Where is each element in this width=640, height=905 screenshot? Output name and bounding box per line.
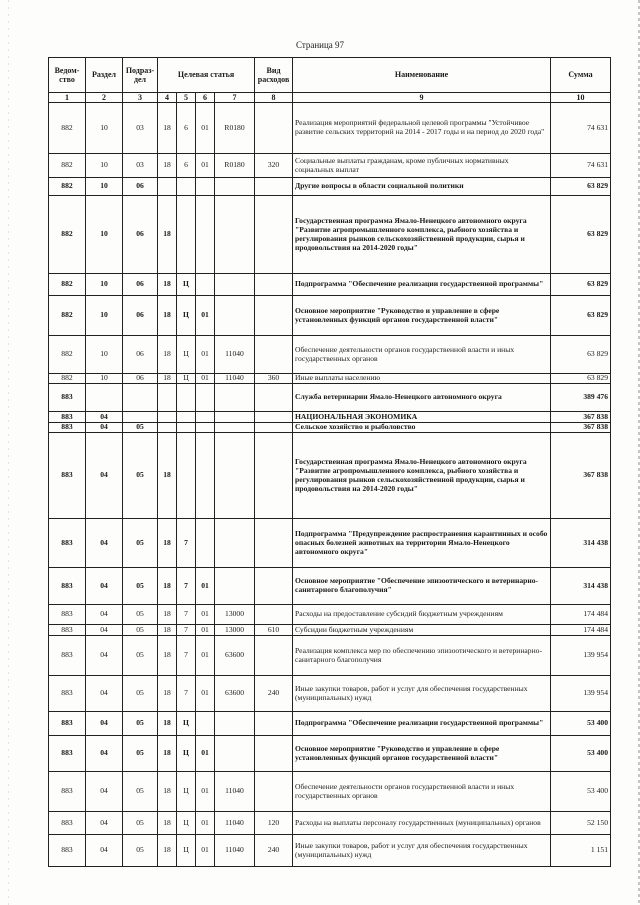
row-vedomstvo: 883	[49, 812, 86, 835]
row-vid-raskhodov	[255, 423, 293, 433]
row-tselevaya-4: 18	[158, 772, 177, 812]
row-tselevaya-7	[215, 519, 255, 568]
row-razdel: 04	[86, 412, 123, 423]
row-tselevaya-4: 18	[158, 736, 177, 772]
row-summa: 74 631	[551, 103, 611, 154]
row-podrazdel: 05	[123, 812, 158, 835]
row-razdel: 04	[86, 772, 123, 812]
row-tselevaya-4	[158, 423, 177, 433]
row-tselevaya-5: Ц	[177, 336, 196, 374]
row-vid-raskhodov	[255, 103, 293, 154]
row-summa: 63 829	[551, 296, 611, 336]
row-summa: 53 400	[551, 712, 611, 736]
row-tselevaya-6: 01	[196, 154, 215, 178]
row-vid-raskhodov: 360	[255, 374, 293, 384]
row-summa: 367 838	[551, 412, 611, 423]
column-number-row	[49, 93, 611, 103]
table-row	[49, 384, 611, 412]
row-tselevaya-6: 01	[196, 336, 215, 374]
row-podrazdel: 05	[123, 568, 158, 605]
row-tselevaya-5	[177, 196, 196, 274]
row-tselevaya-6	[196, 423, 215, 433]
header-naimenovanie: Наименование	[293, 58, 551, 93]
row-tselevaya-5: Ц	[177, 274, 196, 296]
row-razdel: 04	[86, 625, 123, 636]
row-tselevaya-5	[177, 412, 196, 423]
row-tselevaya-4: 18	[158, 712, 177, 736]
row-vid-raskhodov	[255, 412, 293, 423]
row-vid-raskhodov	[255, 178, 293, 196]
row-razdel: 10	[86, 296, 123, 336]
row-vid-raskhodov	[255, 712, 293, 736]
row-tselevaya-7	[215, 274, 255, 296]
row-vid-raskhodov	[255, 519, 293, 568]
row-tselevaya-7: 11040	[215, 374, 255, 384]
scan-edge-left	[8, 0, 9, 905]
row-podrazdel: 05	[123, 772, 158, 812]
row-podrazdel: 06	[123, 274, 158, 296]
row-vedomstvo: 883	[49, 736, 86, 772]
row-vedomstvo: 882	[49, 178, 86, 196]
row-tselevaya-4: 18	[158, 433, 177, 519]
row-podrazdel	[123, 412, 158, 423]
column-number: 4	[158, 93, 177, 103]
row-tselevaya-5: 6	[177, 154, 196, 178]
column-number: 8	[255, 93, 293, 103]
table-row	[49, 568, 611, 605]
row-razdel: 04	[86, 812, 123, 835]
row-naimenovanie: Социальные выплаты гражданам, кроме публичных нормативных социальных выплат	[293, 154, 551, 178]
row-tselevaya-4: 18	[158, 196, 177, 274]
row-vid-raskhodov	[255, 568, 293, 605]
header-vid-raskhodov: Вид расходов	[255, 58, 293, 93]
row-vid-raskhodov	[255, 605, 293, 625]
row-tselevaya-7	[215, 178, 255, 196]
row-tselevaya-4: 18	[158, 103, 177, 154]
row-podrazdel: 05	[123, 433, 158, 519]
row-tselevaya-4: 18	[158, 605, 177, 625]
row-podrazdel: 06	[123, 336, 158, 374]
row-vedomstvo: 883	[49, 772, 86, 812]
row-vedomstvo: 883	[49, 605, 86, 625]
row-vedomstvo: 883	[49, 384, 86, 412]
row-vid-raskhodov	[255, 274, 293, 296]
row-tselevaya-7: 11040	[215, 336, 255, 374]
row-summa: 63 829	[551, 274, 611, 296]
row-tselevaya-7	[215, 412, 255, 423]
row-tselevaya-7: 13000	[215, 605, 255, 625]
row-tselevaya-6	[196, 196, 215, 274]
row-vedomstvo: 883	[49, 636, 86, 676]
table-body	[49, 103, 611, 867]
table-row	[49, 676, 611, 712]
header-tselevaya-statya: Целевая статья	[158, 58, 255, 93]
row-vedomstvo: 883	[49, 625, 86, 636]
row-vedomstvo: 883	[49, 423, 86, 433]
row-podrazdel: 05	[123, 636, 158, 676]
row-tselevaya-7	[215, 196, 255, 274]
row-podrazdel: 05	[123, 676, 158, 712]
row-razdel: 10	[86, 154, 123, 178]
row-naimenovanie: Расходы на выплаты персоналу государственных (муниципальных) органов	[293, 812, 551, 835]
row-vid-raskhodov	[255, 736, 293, 772]
row-tselevaya-6: 01	[196, 568, 215, 605]
row-podrazdel: 05	[123, 712, 158, 736]
row-tselevaya-6	[196, 412, 215, 423]
row-summa: 139 954	[551, 636, 611, 676]
row-naimenovanie: Подпрограмма "Предупреждение распространения карантинных и особо опасных болезней животных на территории Ямало-Ненецкого автономного округа"	[293, 519, 551, 568]
row-tselevaya-5: 6	[177, 103, 196, 154]
row-summa: 139 954	[551, 676, 611, 712]
row-tselevaya-5: 7	[177, 636, 196, 676]
row-tselevaya-4: 18	[158, 374, 177, 384]
row-naimenovanie: Субсидии бюджетным учреждениям	[293, 625, 551, 636]
row-summa: 63 829	[551, 336, 611, 374]
row-tselevaya-6	[196, 433, 215, 519]
column-number: 10	[551, 93, 611, 103]
row-tselevaya-4: 18	[158, 336, 177, 374]
row-tselevaya-6: 01	[196, 374, 215, 384]
row-tselevaya-4	[158, 384, 177, 412]
row-naimenovanie: Реализация мероприятий федеральной целевой программы "Устойчивое развитие сельских территорий на 2014 - 2017 годы и на период до 2020 года"	[293, 103, 551, 154]
table-row	[49, 423, 611, 433]
table-row	[49, 636, 611, 676]
column-number: 9	[293, 93, 551, 103]
row-vid-raskhodov: 240	[255, 835, 293, 867]
row-razdel: 04	[86, 636, 123, 676]
column-number: 7	[215, 93, 255, 103]
row-summa: 174 484	[551, 605, 611, 625]
row-tselevaya-7: R0180	[215, 103, 255, 154]
row-tselevaya-4: 18	[158, 835, 177, 867]
table-row	[49, 835, 611, 867]
row-naimenovanie: Государственная программа Ямало-Ненецкого автономного округа "Развитие агропромышленного комплекса, рыбного хозяйства и регулирования рынков сельскохозяйственной продукции, сырья и продовольствия на 2014-2020 годы"	[293, 433, 551, 519]
row-podrazdel: 05	[123, 625, 158, 636]
row-tselevaya-6: 01	[196, 812, 215, 835]
row-naimenovanie: Иные закупки товаров, работ и услуг для обеспечения государственных (муниципальных) нужд	[293, 835, 551, 867]
row-tselevaya-7: 63600	[215, 676, 255, 712]
row-tselevaya-5: Ц	[177, 712, 196, 736]
row-podrazdel: 06	[123, 296, 158, 336]
row-tselevaya-7: 11040	[215, 812, 255, 835]
row-razdel: 04	[86, 519, 123, 568]
row-tselevaya-7	[215, 712, 255, 736]
row-podrazdel	[123, 384, 158, 412]
row-summa: 63 829	[551, 196, 611, 274]
row-naimenovanie: Иные выплаты населению	[293, 374, 551, 384]
row-tselevaya-4: 18	[158, 154, 177, 178]
budget-table	[48, 57, 611, 867]
row-tselevaya-6: 01	[196, 736, 215, 772]
row-tselevaya-5: Ц	[177, 374, 196, 384]
row-razdel: 04	[86, 605, 123, 625]
header-podrazdel: Подраз-дел	[123, 58, 158, 93]
row-razdel: 04	[86, 568, 123, 605]
row-tselevaya-6	[196, 712, 215, 736]
row-vedomstvo: 883	[49, 412, 86, 423]
header-summa: Сумма	[551, 58, 611, 93]
row-tselevaya-4	[158, 412, 177, 423]
table-row	[49, 812, 611, 835]
header-vedomstvo: Ведом-ство	[49, 58, 86, 93]
row-vedomstvo: 882	[49, 374, 86, 384]
row-tselevaya-4: 18	[158, 519, 177, 568]
row-vid-raskhodov: 240	[255, 676, 293, 712]
row-summa: 52 150	[551, 812, 611, 835]
row-razdel: 04	[86, 676, 123, 712]
row-razdel: 10	[86, 103, 123, 154]
table-row	[49, 103, 611, 154]
row-tselevaya-7: 63600	[215, 636, 255, 676]
row-vedomstvo: 882	[49, 296, 86, 336]
table-row	[49, 605, 611, 625]
row-tselevaya-6	[196, 519, 215, 568]
row-tselevaya-4	[158, 178, 177, 196]
row-summa: 314 438	[551, 568, 611, 605]
row-razdel: 04	[86, 433, 123, 519]
row-razdel: 10	[86, 196, 123, 274]
table-row	[49, 274, 611, 296]
row-vid-raskhodov	[255, 433, 293, 519]
row-tselevaya-6: 01	[196, 103, 215, 154]
row-podrazdel: 06	[123, 196, 158, 274]
row-vedomstvo: 883	[49, 519, 86, 568]
table-row	[49, 336, 611, 374]
row-vedomstvo: 882	[49, 274, 86, 296]
row-vid-raskhodov: 610	[255, 625, 293, 636]
row-tselevaya-6: 01	[196, 772, 215, 812]
table-row	[49, 519, 611, 568]
row-vid-raskhodov	[255, 636, 293, 676]
row-tselevaya-4: 18	[158, 636, 177, 676]
row-summa: 367 838	[551, 433, 611, 519]
row-naimenovanie: Обеспечение деятельности органов государственной власти и иных государственных органов	[293, 336, 551, 374]
row-naimenovanie: Подпрограмма "Обеспечение реализации государственной программы"	[293, 274, 551, 296]
table-row	[49, 196, 611, 274]
row-summa: 314 438	[551, 519, 611, 568]
row-naimenovanie: Основное мероприятие "Руководство и управление в сфере установленных функций органов государственной власти"	[293, 736, 551, 772]
row-tselevaya-4: 18	[158, 274, 177, 296]
row-tselevaya-4: 18	[158, 296, 177, 336]
row-tselevaya-5: Ц	[177, 812, 196, 835]
row-tselevaya-6: 01	[196, 676, 215, 712]
row-vedomstvo: 883	[49, 835, 86, 867]
row-naimenovanie: Сельское хозяйство и рыболовство	[293, 423, 551, 433]
table-row	[49, 412, 611, 423]
table-row	[49, 625, 611, 636]
column-number: 3	[123, 93, 158, 103]
row-vid-raskhodov	[255, 196, 293, 274]
row-naimenovanie: Государственная программа Ямало-Ненецкого автономного округа "Развитие агропромышленного комплекса, рыбного хозяйства и регулирования рынков сельскохозяйственной продукции, сырья и продовольствия на 2014-2020 годы"	[293, 196, 551, 274]
row-razdel: 10	[86, 274, 123, 296]
row-tselevaya-6: 01	[196, 605, 215, 625]
row-podrazdel: 05	[123, 835, 158, 867]
row-podrazdel: 06	[123, 374, 158, 384]
row-tselevaya-4: 18	[158, 812, 177, 835]
row-tselevaya-7: 13000	[215, 625, 255, 636]
row-razdel: 10	[86, 374, 123, 384]
row-tselevaya-5	[177, 384, 196, 412]
row-tselevaya-6: 01	[196, 636, 215, 676]
row-tselevaya-5: 7	[177, 625, 196, 636]
row-vid-raskhodov: 320	[255, 154, 293, 178]
row-vid-raskhodov	[255, 384, 293, 412]
table-row	[49, 736, 611, 772]
row-summa: 174 484	[551, 625, 611, 636]
row-tselevaya-5: 7	[177, 605, 196, 625]
row-naimenovanie: НАЦИОНАЛЬНАЯ ЭКОНОМИКА	[293, 412, 551, 423]
row-tselevaya-7	[215, 568, 255, 605]
row-tselevaya-7	[215, 433, 255, 519]
row-razdel: 10	[86, 178, 123, 196]
row-vid-raskhodov	[255, 296, 293, 336]
row-tselevaya-5	[177, 423, 196, 433]
row-naimenovanie: Основное мероприятие "Руководство и управление в сфере установленных функций органов государственной власти"	[293, 296, 551, 336]
row-podrazdel: 03	[123, 154, 158, 178]
table-row	[49, 178, 611, 196]
row-tselevaya-4: 18	[158, 625, 177, 636]
row-tselevaya-6	[196, 178, 215, 196]
row-podrazdel: 05	[123, 605, 158, 625]
row-razdel: 04	[86, 835, 123, 867]
row-tselevaya-7	[215, 384, 255, 412]
row-tselevaya-6	[196, 384, 215, 412]
row-naimenovanie: Другие вопросы в области социальной политики	[293, 178, 551, 196]
row-summa: 367 838	[551, 423, 611, 433]
column-number: 6	[196, 93, 215, 103]
row-tselevaya-5: Ц	[177, 296, 196, 336]
row-tselevaya-5: Ц	[177, 772, 196, 812]
row-tselevaya-6: 01	[196, 625, 215, 636]
header-row	[49, 58, 611, 93]
row-tselevaya-7	[215, 296, 255, 336]
row-vedomstvo: 883	[49, 676, 86, 712]
column-number: 1	[49, 93, 86, 103]
header-razdel: Раздел	[86, 58, 123, 93]
row-naimenovanie: Иные закупки товаров, работ и услуг для обеспечения государственных (муниципальных) нужд	[293, 676, 551, 712]
row-naimenovanie: Основное мероприятие "Обеспечение эпизоотического и ветеринарно-санитарного благополучия"	[293, 568, 551, 605]
row-tselevaya-4: 18	[158, 676, 177, 712]
row-vedomstvo: 882	[49, 103, 86, 154]
table-row	[49, 433, 611, 519]
row-summa: 63 829	[551, 178, 611, 196]
row-vid-raskhodov: 120	[255, 812, 293, 835]
row-summa: 53 400	[551, 736, 611, 772]
page-title: Страница 97	[295, 40, 345, 50]
row-tselevaya-6: 01	[196, 296, 215, 336]
row-vedomstvo: 882	[49, 196, 86, 274]
row-tselevaya-5	[177, 178, 196, 196]
row-podrazdel: 05	[123, 423, 158, 433]
row-vid-raskhodov	[255, 336, 293, 374]
row-summa: 1 151	[551, 835, 611, 867]
row-podrazdel: 06	[123, 178, 158, 196]
row-tselevaya-5: 7	[177, 568, 196, 605]
row-naimenovanie: Подпрограмма "Обеспечение реализации государственной программы"	[293, 712, 551, 736]
row-tselevaya-5: 7	[177, 676, 196, 712]
row-vedomstvo: 882	[49, 336, 86, 374]
row-naimenovanie: Обеспечение деятельности органов государственной власти и иных государственных органов	[293, 772, 551, 812]
row-razdel: 04	[86, 423, 123, 433]
row-tselevaya-6	[196, 274, 215, 296]
row-tselevaya-6: 01	[196, 835, 215, 867]
row-vid-raskhodov	[255, 772, 293, 812]
row-tselevaya-4: 18	[158, 568, 177, 605]
row-tselevaya-5: Ц	[177, 736, 196, 772]
table-row	[49, 296, 611, 336]
column-number: 5	[177, 93, 196, 103]
row-vedomstvo: 882	[49, 154, 86, 178]
column-number: 2	[86, 93, 123, 103]
row-tselevaya-5: Ц	[177, 835, 196, 867]
row-tselevaya-7: 11040	[215, 835, 255, 867]
row-naimenovanie: Реализация комплекса мер по обеспечению эпизоотического и ветеринарно-санитарного благополучия	[293, 636, 551, 676]
row-tselevaya-5: 7	[177, 519, 196, 568]
row-razdel: 04	[86, 712, 123, 736]
row-podrazdel: 05	[123, 736, 158, 772]
table-row	[49, 374, 611, 384]
row-summa: 63 829	[551, 374, 611, 384]
row-vedomstvo: 883	[49, 433, 86, 519]
row-naimenovanie: Расходы на предоставление субсидий бюджетным учреждениям	[293, 605, 551, 625]
row-razdel	[86, 384, 123, 412]
row-razdel: 10	[86, 336, 123, 374]
row-tselevaya-7: R0180	[215, 154, 255, 178]
row-summa: 74 631	[551, 154, 611, 178]
row-naimenovanie: Служба ветеринарии Ямало-Ненецкого автономного округа	[293, 384, 551, 412]
table-row	[49, 712, 611, 736]
table-row	[49, 154, 611, 178]
table-row	[49, 772, 611, 812]
row-razdel: 04	[86, 736, 123, 772]
row-vedomstvo: 883	[49, 568, 86, 605]
row-summa: 389 476	[551, 384, 611, 412]
row-tselevaya-7	[215, 736, 255, 772]
row-summa: 53 400	[551, 772, 611, 812]
row-tselevaya-5	[177, 433, 196, 519]
row-podrazdel: 03	[123, 103, 158, 154]
row-vedomstvo: 883	[49, 712, 86, 736]
row-podrazdel: 05	[123, 519, 158, 568]
row-tselevaya-7: 11040	[215, 772, 255, 812]
row-tselevaya-7	[215, 423, 255, 433]
